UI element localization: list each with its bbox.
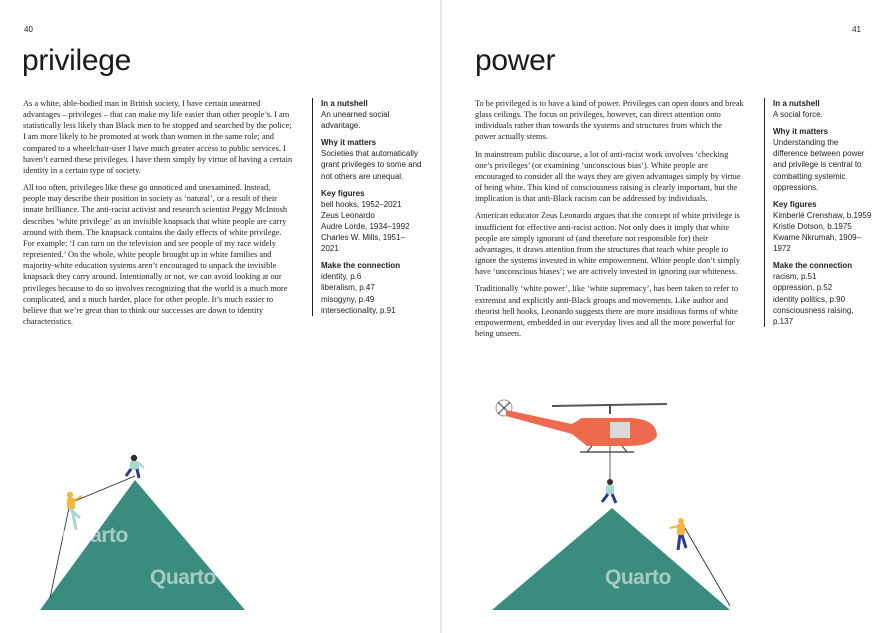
connection-link: liberalism, p.47	[321, 283, 375, 293]
connection-heading: Make the connection	[773, 261, 853, 271]
key-figure: Audre Lorde, 1934–1992	[321, 221, 410, 231]
key-figure: Charles W. Mills, 1951–2021	[321, 233, 406, 254]
watermark: Quarto	[150, 484, 216, 507]
nutshell-heading: In a nutshell	[773, 99, 820, 108]
climber-hanging	[602, 479, 616, 503]
key-figure: Kristie Dotson, b.1975	[773, 221, 852, 231]
connection-link: racism, p.51	[773, 272, 817, 282]
page-title-privilege: privilege	[22, 44, 132, 77]
nutshell-text: An unearned social advantage.	[321, 110, 390, 131]
paragraph: American educator Zeus Leonardo argues that the concept of white privilege is insufficient for effective anti-racist action. Not only does it imply that white people are simply ignorant of (and therefore not responsible for) their advantages, it draws attention from the structures that teach white people to ignore the systems invested in white empowerment. White people don’t simply have ‘unconscious biases’; we are actively invested in ignoring our whiteness.	[475, 211, 741, 277]
climber-right	[670, 518, 686, 550]
sidebar-power	[764, 98, 874, 327]
key-figure: Kwame Nkrumah, 1909–1972	[773, 233, 862, 254]
right-page	[442, 0, 883, 633]
page-number-left: 40	[24, 25, 33, 34]
why-text: Societies that automatically grant privileges to some and not others are unequal.	[321, 149, 422, 181]
connection-link: consciousness raising, p.137	[773, 305, 854, 326]
key-figure: bell hooks, 1952–2021	[321, 199, 402, 209]
paragraph: As a white, able-bodied man in British society, I have certain unearned advantages – privileges – that can make my life easier than other people’s. I am statistically less likely than Black men to be stopped and searched by the police; I am more likely to be promoted at work than women in the same role; and compared to a wheelchair-user I have much greater access to public services. I haven’t earned these privileges. I have them simply by virtue of having a certain identity in a certain type of society.	[23, 99, 293, 175]
left-page	[0, 0, 441, 633]
nutshell-text: A social force.	[773, 110, 823, 120]
watermark: Quarto	[62, 524, 128, 547]
mountain-shape	[492, 508, 730, 610]
nutshell-heading: In a nutshell	[321, 99, 368, 108]
paragraph: In mainstream public discourse, a lot of anti-racist work involves ‘checking one’s privileges’ (or examining ‘unconscious bias’). White people are encouraged to consider all the ways they are given advantages simply by virtue of being white. This kind of consciousness raising is clearly important, but the implication is that anti-Black racism can be addressed by individuals.	[475, 149, 741, 204]
body-text-power	[475, 98, 745, 345]
key-figure: Kimberlé Crenshaw, b.1959	[773, 210, 872, 220]
key-figure: Zeus Leonardo	[321, 210, 375, 220]
body-text-privilege	[23, 98, 293, 333]
page-title-power: power	[475, 44, 556, 77]
why-heading: Why it matters	[773, 127, 829, 137]
connection-link: identity, p.6	[321, 272, 362, 282]
why-text: Understanding the difference between power and privilege is central to combatting systemic oppressions.	[773, 138, 865, 192]
climber-top	[126, 455, 144, 478]
page-number-right: 41	[852, 25, 861, 34]
sidebar-privilege	[312, 98, 422, 316]
helicopter-body	[506, 410, 657, 452]
paragraph: All too often, privileges like these go unnoticed and unexamined. Instead, people may describe their position in society as ‘natural’, or a result of their innate brilliance. The anti-racist activist and research scientist Peggy McIntosh describes ‘white privilege’ as an invisible knapsack that white people are carry around with them. The knapsack contains the daily effects of white privilege. For example: ‘I can turn on the television and see people of my race widely represented.’ On the whole, white people brought up in white families and majority-white education systems aren’t encouraged to unpack the invisible knapsack they carry around. Intentionally or not, we can avoid looking at our privileges because to do so involves recognizing that the world is a much more complicated, and a much harder, place for other people. It’s much easier to believe that we’re great than to think our successes are down to identity characteristics.	[23, 183, 288, 326]
paragraph: Traditionally ‘white power’, like ‘white supremacy’, has been taken to refer to extremist and explicitly anti-Black groups and movements. Like author and theorist bell hooks, Leonardo suggests there are more insidious forms of white empowerment, embedded in our everyday lives and all the more powerful for being unseen.	[475, 284, 739, 338]
figures-heading: Key figures	[321, 188, 365, 198]
watermark: Quarto	[150, 566, 216, 589]
why-heading: Why it matters	[321, 138, 377, 148]
connection-heading: Make the connection	[321, 261, 401, 271]
connection-link: oppression, p.52	[773, 283, 833, 293]
connection-link: misogyny, p.49	[321, 294, 375, 304]
connection-link: identity politics, p.90	[773, 294, 846, 304]
watermark: Quarto	[605, 566, 671, 589]
connection-link: intersectionality, p.91	[321, 305, 396, 315]
paragraph: To be privileged is to have a kind of power. Privileges can open doors and break glass ceilings. The focus on privileges, however, can direct attention onto individuals rather than towards the systems and structures from which the power actually stems.	[475, 99, 744, 142]
figures-heading: Key figures	[773, 199, 817, 209]
